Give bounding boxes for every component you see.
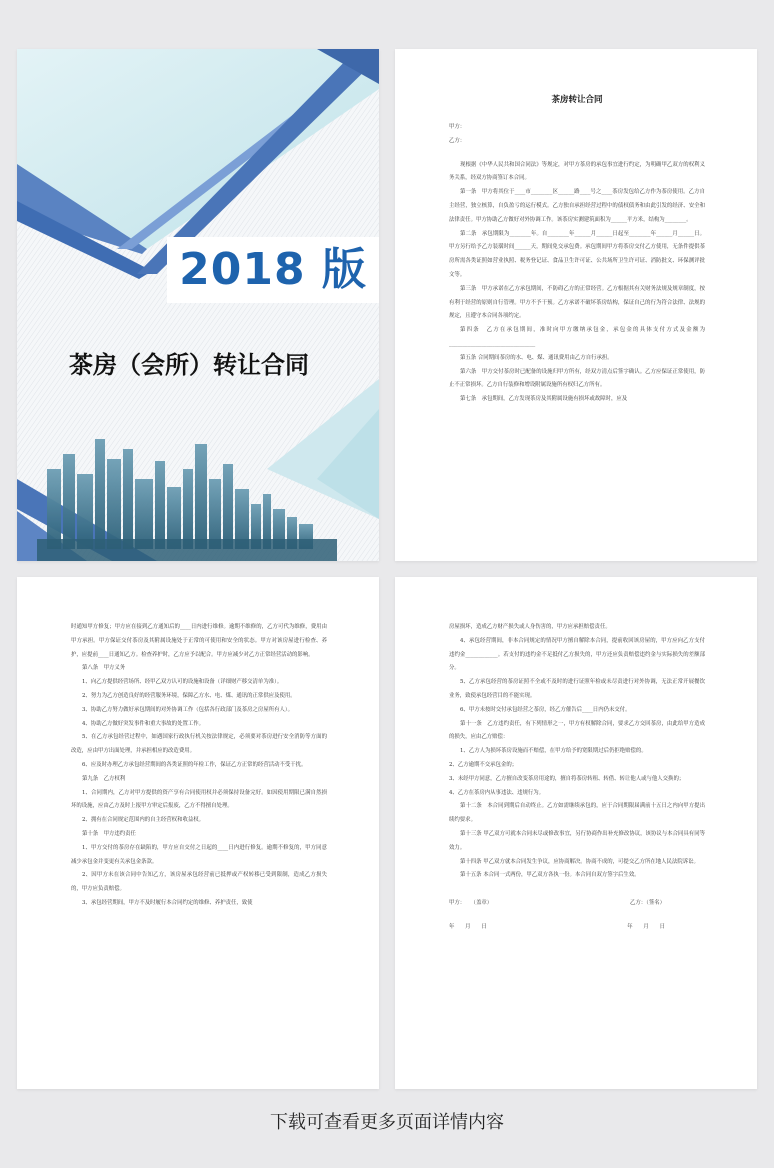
contract-page-1 bbox=[395, 49, 757, 561]
contract-body-2 bbox=[71, 621, 327, 911]
party-a-signature: 甲方： （盖章） bbox=[449, 900, 493, 907]
clause-11-item: 3、未经甲方同意，乙方擅自改变茶房用途的，擅自将茶房转租、转借、转让他人或与他人交换的； bbox=[449, 775, 685, 782]
clause-8-item: 2、努力为乙方创造良好的经营服务环境，保障乙方水、电、煤、通讯的正常供应及使用。 bbox=[82, 692, 296, 699]
contract-body-1 bbox=[449, 93, 705, 407]
clause-13: 第十三条 甲乙双方可就本合同未尽或修改事宜，另行协商作出补充修改协议，该协议与本合同具有同等效力。 bbox=[449, 830, 705, 851]
download-more-link[interactable]: 下载可查看更多页面详情内容 bbox=[270, 1112, 504, 1133]
contract-page-2 bbox=[17, 577, 379, 1089]
clause-15: 第十五条 本合同一式两份，甲乙双方各执一份。本合同自双方签字后生效。 bbox=[460, 872, 640, 879]
clause-8-item: 4、协助乙方做好突发事件和重大事故的处置工作。 bbox=[82, 720, 205, 727]
clause-10-heading: 第十条 甲方违约责任 bbox=[82, 830, 136, 837]
clause-5: 第五条 合同期间茶房的水、电、煤、通讯费用由乙方自行承担。 bbox=[460, 354, 613, 361]
clause-8-item: 3、协助乙方努力做好承包期间的对外协调工作（包括各行政部门及茶房之房屋所有人）。 bbox=[82, 706, 293, 713]
party-b-date: 年 月 日 bbox=[627, 923, 665, 930]
clause-11-item: 4、乙方在茶房内从事违法、违规行为。 bbox=[449, 789, 545, 796]
clause-2: 第二条 承包期限为________年。自________年______月______日起至________年______月______日。甲方另行给予乙方装璜时间______天，期间免交承包费。承包期间甲方将茶房交付乙方使用，无条件提供茶房所需各类证照如营业执照、税务登记证、食品卫生许可证、公共场所卫生许可证、消防批文、环保测评批文等。 bbox=[449, 230, 705, 278]
clause-8-item: 6、应及时办理乙方承包经营期间的各类证照的年检工作，保证乙方正常的经营活动不受干扰。 bbox=[82, 761, 307, 768]
preamble: 现根据《中华人民共和国合同法》等规定，对甲方茶房的承包事宜进行约定，为明确甲乙双方的权利义务关系，经双方协商签订本合同。 bbox=[449, 161, 705, 182]
clause-9-heading: 第九条 乙方权利 bbox=[82, 775, 126, 782]
clause-10-item: 5、乙方承包经营的茶房证照不全或不及时的进行证照年检或未尽责进行对外协调，无法正常开展餐饮业务，致使承包经营目的不能实现。 bbox=[449, 679, 705, 699]
clause-10-item: 1、甲方交付的茶房存在缺陷的，甲方应自交付之日起的____日内进行修复。逾期不修复的，甲方同意减少承包金并变更有关承包金条款。 bbox=[71, 844, 327, 865]
clause-11: 第十一条 乙方违约责任，有下列情形之一，甲方有权解除合同，要求乙方交回茶房，由此给甲方造成的损失，应由乙方赔偿： bbox=[449, 720, 705, 741]
clause-8-item: 1、向乙方提供经营场所、经甲乙双方认可的设施和设备（详细财产移交清单为准）。 bbox=[82, 679, 283, 686]
contract-page-3 bbox=[395, 577, 757, 1089]
date-row bbox=[449, 921, 705, 935]
clause-10-item: 2、因甲方未在该合同中告知乙方，该房屋承包经营前已抵押或产权转移已受到限制，造成乙方损失的，甲方应负责赔偿。 bbox=[71, 872, 327, 893]
clause-7-cont: 时通知甲方修复；甲方应在接到乙方通知后的____日内进行维修。逾期不维修的，乙方可代为维修，费用由甲方承担。甲方保证交付茶房及其附属设施处于正常的可使用和安全的状态。甲方对该房屋进行检查、养护，应提前____日通知乙方。检查养护时，乙方应予以配合。甲方应减少对乙方正常经营活动的影响。 bbox=[71, 624, 327, 658]
contract-body-3 bbox=[449, 621, 705, 935]
clause-8-heading: 第八条 甲方义务 bbox=[82, 665, 126, 672]
party-a-line: 甲方： bbox=[449, 124, 466, 130]
clause-7: 第七条 承包期间，乙方发现茶房及其附属设施有损坏或故障时，应及 bbox=[460, 396, 628, 403]
contract-title: 茶房转让合同 bbox=[551, 95, 603, 105]
clause-11-item: 1、乙方人为损坏茶房设施而不赔偿，在甲方给予的宽限期过后仍拒绝赔偿的。 bbox=[460, 748, 647, 755]
year-badge: 2018 版 bbox=[167, 237, 379, 303]
clause-6: 第六条 甲方交付茶房时已配备的设施归甲方所有，经双方清点后签字确认。乙方应保证正常使用，防止不正常损坏。乙方自行装修和增设附属设施所有权归乙方所有。 bbox=[449, 368, 705, 389]
clause-10-item: 4、承包经营期间，非本合同规定的情况甲方擅自解除本合同，提前收回该房屋的，甲方应向乙方支付违约金____________。若支付的违约金不足抵付乙方损失的，甲方还应负责赔偿违约金与实际损失的差额部分。 bbox=[449, 637, 705, 672]
clause-8-item: 5、在乙方承包经营过程中，如遇国家行政执行机关按法律规定，必须要对茶房进行安全消防等方面的改造，应由甲方出面处理，并承担相应的改造费用。 bbox=[71, 734, 327, 755]
clause-10-cont: 房屋损坏，造成乙方财产损失或人身伤害的，甲方应承担赔偿责任。 bbox=[449, 624, 611, 630]
cover-page bbox=[17, 49, 379, 561]
clause-1: 第一条 甲方将其位于____市________区______路____号之____茶房发包给乙方作为茶房使用。乙方自主经营，独立核算，自负盈亏的运行模式。乙方独自承担经营过程中的债权债务和由此引发的经济、安全和法律责任。甲方协助乙方做好对外协调工作。该茶房实测建筑面积为______平方米，结构为________。 bbox=[449, 189, 705, 223]
clause-11-item: 2、乙方逾期不交承包金的； bbox=[449, 761, 518, 768]
clause-9-item: 2、拥有在合同规定范围内的自主经营权和收益权。 bbox=[82, 817, 205, 824]
clause-4: 第四条 乙方在承包期间，准时向甲方缴纳承包金，承包金的具体支付方式及金额为________________________________ bbox=[449, 327, 705, 347]
clause-12: 第十二条 本合同到期后自动终止。乙方如需继续承包的，应于合同期限届满前十五日之内向甲方提出续约要求。 bbox=[449, 803, 705, 824]
clause-3: 第三条 甲方承诺在乙方承包期间，不防碍乙方的正常经营。乙方根据其有关财务法规及规章制度，按有利于经营的原则自行管理。甲方不予干预。乙方承诺不破坏茶房结构，保证自己的行为符合法律、法规的规定，且遵守本合同各项约定。 bbox=[449, 285, 705, 320]
clause-10-item: 3、承包经营期间，甲方不及时履行本合同约定的维修、养护责任，致使 bbox=[82, 899, 253, 906]
clause-14: 第十四条 甲乙双方就本合同发生争议，应协商解决。协商不成的，可提交乙方所在地人民法院诉讼。 bbox=[460, 858, 699, 865]
party-a-date: 年 月 日 bbox=[449, 923, 487, 930]
clause-10-item: 6、甲方未按时交付承包经营之茶房，经乙方催告后____日内仍未交付。 bbox=[460, 706, 631, 713]
clause-9-item: 1、合同期内，乙方对甲方提供的资产享有合同使用权并必须保持设备完好。如因使用期限已满自然损坏的设施，应由乙方及时上报甲方审定后报废，乙方不得擅自处理。 bbox=[71, 789, 327, 810]
cover-illustration bbox=[17, 49, 379, 561]
signature-row bbox=[449, 897, 705, 911]
cover-title: 茶房（会所）转让合同 bbox=[69, 351, 309, 379]
party-b-line: 乙方： bbox=[449, 137, 466, 144]
party-b-signature: 乙方：（签名） bbox=[629, 900, 665, 907]
